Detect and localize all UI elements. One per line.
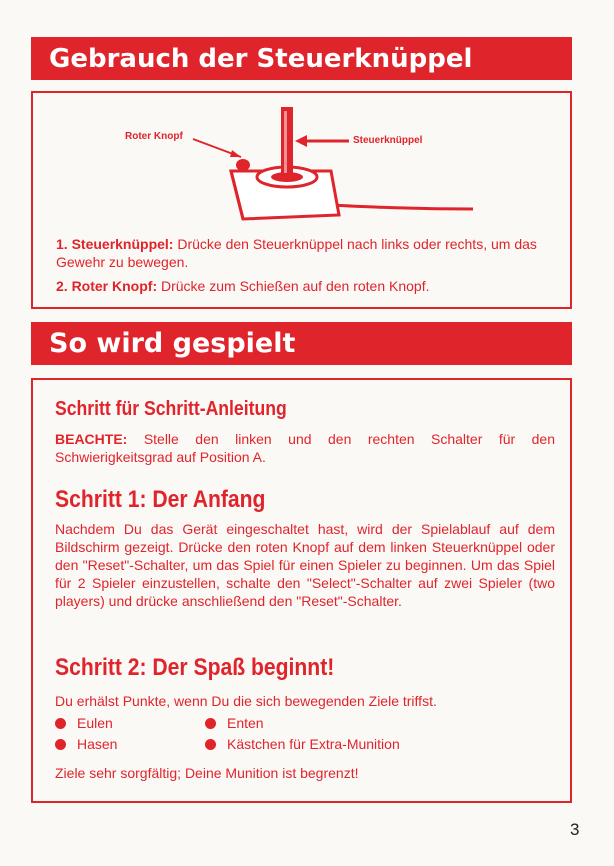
bullet-ducks [205, 714, 264, 732]
bullet-rabbits [55, 735, 117, 753]
instruction-red-button [56, 277, 556, 295]
step2-intro: Du erhälst Punkte, wenn Du die sich bewegenden Ziele triffst. [55, 693, 437, 709]
section-title-controls: Gebrauch der Steuerknüppel [49, 43, 473, 74]
note-text: Stelle den linken und den rechten Schalter für den Schwierigkeitsgrad auf Position A. [55, 431, 555, 465]
instruction-joystick-term: 1. Steuerknüppel: [56, 236, 174, 252]
instruction-red-button-term: 2. Roter Knopf: [56, 278, 158, 294]
bullet-text: Enten [227, 715, 264, 731]
guide-heading: Schritt für Schritt-Anleitung [55, 398, 287, 420]
bullet-text: Eulen [77, 715, 113, 731]
note-term: BEACHTE: [55, 431, 128, 447]
bullet-icon [55, 739, 66, 750]
bullet-icon [205, 739, 216, 750]
section-title-gameplay: So wird gespielt [49, 328, 296, 359]
closing-line: Ziele sehr sorgfältig; Deine Munition ist begrenzt! [55, 765, 359, 781]
note-paragraph [55, 430, 555, 466]
gameplay-box [31, 378, 572, 803]
bullet-text: Kästchen für Extra-Munition [227, 736, 400, 752]
controls-box [31, 91, 572, 309]
bullet-icon [205, 718, 216, 729]
bullet-text: Hasen [77, 736, 118, 752]
step1-paragraph: Nachdem Du das Gerät eingeschaltet hast, wird der Spielablauf auf dem Bildschirm gezeigt. Drücke den roten Knopf auf dem linken Steuerknüppel oder den "Reset"-Schalter, um das Spiel für einen Spieler zu beginnen. Um das Spiel für 2 Spieler einzustellen, schalte den "Select"-Schalter auf zwei Spieler (two players) und drücke anschließend den "Reset"-Schalter. [55, 521, 555, 609]
bullet-owls [55, 714, 113, 732]
step2-heading: Schritt 2: Der Spaß beginnt! [55, 654, 335, 681]
label-joystick: Steuerknüppel [353, 135, 423, 146]
bullet-icon [55, 718, 66, 729]
section-banner-gameplay [31, 322, 572, 365]
instruction-joystick-text: Drücke den Steuerknüppel nach links oder rechts, um das Gewehr zu bewegen. [56, 236, 537, 270]
instruction-red-button-text: Drücke zum Schießen auf den roten Knopf. [157, 278, 430, 294]
bullet-ammo-boxes [205, 735, 400, 753]
joystick-illustration [33, 93, 570, 307]
section-banner-controls [31, 37, 572, 80]
page-number: 3 [570, 820, 580, 839]
instruction-joystick [56, 235, 556, 271]
step1-heading: Schritt 1: Der Anfang [55, 486, 266, 513]
label-red-button: Roter Knopf [125, 131, 183, 142]
